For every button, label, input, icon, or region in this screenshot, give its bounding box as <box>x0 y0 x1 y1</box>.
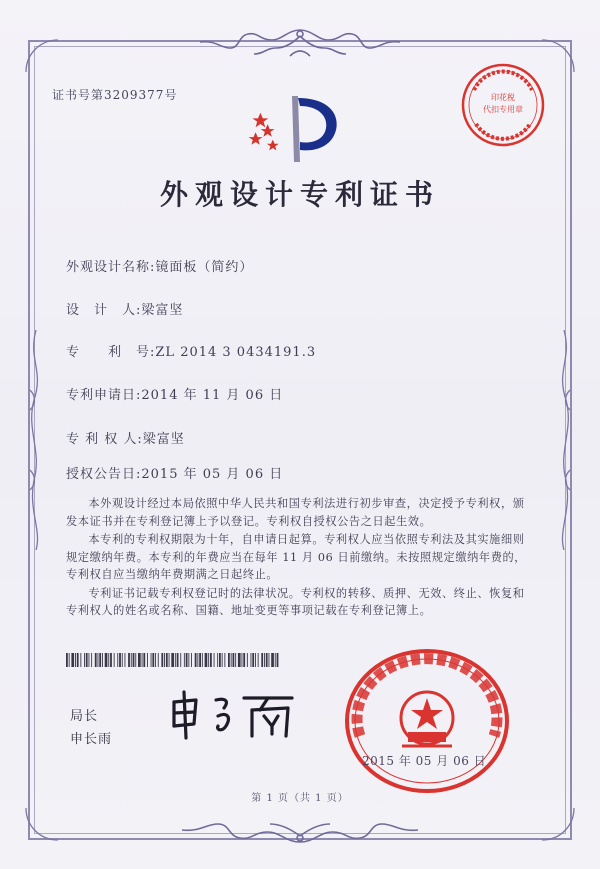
barcode-bar <box>261 653 263 667</box>
barcode-bar <box>122 653 123 667</box>
barcode-bar <box>98 653 99 667</box>
corner-ornament-bottom-right <box>538 804 578 844</box>
field-value: ZL 2014 3 0434191.3 <box>155 345 317 360</box>
barcode-bar <box>128 653 130 667</box>
barcode-bar <box>277 653 279 667</box>
field-value: 梁富坚 <box>141 303 184 318</box>
right-ornament <box>554 330 576 550</box>
field-value: 梁富坚 <box>142 432 185 447</box>
handwritten-signature <box>160 686 300 742</box>
barcode-bar <box>95 653 97 667</box>
barcode-bar <box>210 653 212 667</box>
barcode-bar <box>86 653 88 667</box>
barcode-bar <box>80 653 81 667</box>
corner-ornament-top-left <box>22 36 62 76</box>
field-grant-date <box>66 463 283 482</box>
field-label: 专利申请日: <box>66 388 142 403</box>
barcode-bar <box>114 653 115 667</box>
sipo-official-seal <box>342 646 512 796</box>
svg-text:印花税: 印花税 <box>491 93 515 102</box>
top-ornament <box>190 26 410 62</box>
field-label: 授权公告日: <box>66 467 142 482</box>
barcode-bar <box>169 653 170 667</box>
barcode-bar <box>75 653 76 667</box>
barcode-bar <box>110 653 112 667</box>
barcode-bar <box>171 653 174 667</box>
barcode-icon <box>66 653 282 667</box>
barcode-bar <box>243 653 245 667</box>
barcode-bar <box>152 653 154 667</box>
svg-text:代扣专用章: 代扣专用章 <box>483 105 523 114</box>
page-indicator: 第 1 页（共 1 页） <box>251 793 349 804</box>
barcode-bar <box>89 653 90 667</box>
barcode-bar <box>228 653 230 667</box>
barcode-bar <box>258 653 259 667</box>
left-ornament <box>24 330 46 550</box>
barcode-bar <box>197 653 198 667</box>
barcode-bar <box>202 653 203 667</box>
barcode-bar <box>66 653 68 667</box>
barcode-bar <box>205 653 208 667</box>
tax-seal-stamp <box>460 62 546 148</box>
bottom-ornament <box>170 808 430 848</box>
barcode-bar <box>135 653 136 667</box>
body-paragraph: 本外观设计经过本局依照中华人民共和国专利法进行初步审查，决定授予专利权，颁发本证书并在专利登记簿上予以登记。专利权自授权公告之日起生效。 <box>66 497 525 528</box>
barcode-bar <box>191 653 192 667</box>
barcode-bar <box>138 653 141 667</box>
barcode-bar <box>158 653 159 667</box>
barcode-bar <box>214 653 215 667</box>
barcode-bar <box>175 653 176 667</box>
barcode-bar <box>180 653 181 667</box>
barcode-bar <box>217 653 218 667</box>
barcode-bar <box>269 653 270 667</box>
barcode-bar <box>119 653 121 667</box>
field-designer <box>66 299 183 318</box>
barcode-bar <box>147 653 148 667</box>
barcode-bar <box>125 653 126 667</box>
barcode-bar <box>222 653 223 667</box>
field-label: 设 计 人: <box>66 303 142 318</box>
barcode-bar <box>161 653 163 667</box>
body-paragraph: 本专利的专利权期限为十年，自申请日起算。专利权人应当依照专利法及其实施细则规定缴纳年费。本专利的年费应当在每年 11 月 06 日前缴纳。未按照规定缴纳年费的，专利权自应当缴纳年费期满之日起终止。 <box>66 533 527 581</box>
field-label: 外观设计名称: <box>66 260 156 275</box>
barcode-bar <box>142 653 143 667</box>
barcode-bar <box>108 653 109 667</box>
barcode-bar <box>186 653 188 667</box>
barcode-bar <box>235 653 236 667</box>
barcode-bar <box>151 653 152 667</box>
barcode-bar <box>219 653 221 667</box>
field-patent-number <box>66 341 316 360</box>
barcode-bar <box>166 653 168 667</box>
barcode-bar <box>69 653 70 667</box>
field-application-date <box>66 384 283 403</box>
barcode-bar <box>71 653 74 667</box>
field-label: 专 利 号: <box>66 345 156 360</box>
barcode-bar <box>195 653 197 667</box>
field-patentee <box>66 428 185 447</box>
sipo-logo-icon <box>248 92 348 164</box>
barcode-bar <box>99 653 101 667</box>
barcode-bar <box>275 653 276 667</box>
barcode-bar <box>155 653 156 667</box>
body-text <box>66 495 536 621</box>
field-value: 2014 年 11 月 06 日 <box>141 388 284 403</box>
barcode-bar <box>133 653 135 667</box>
barcode-bar <box>266 653 268 667</box>
barcode-bar <box>164 653 165 667</box>
barcode-bar <box>131 653 132 667</box>
barcode-bar <box>188 653 189 667</box>
certificate-number: 证书号第3209377号 <box>52 88 178 102</box>
barcode-bar <box>143 653 145 667</box>
barcode-bar <box>271 653 274 667</box>
corner-ornament-bottom-left <box>22 804 62 844</box>
barcode-bar <box>102 653 103 667</box>
barcode-bar <box>184 653 185 667</box>
barcode-bar <box>84 653 85 667</box>
barcode-bar <box>77 653 79 667</box>
barcode-bar <box>208 653 209 667</box>
barcode-bar <box>177 653 179 667</box>
field-design-name <box>66 256 253 275</box>
barcode-bar <box>231 653 232 667</box>
body-paragraph: 专利证书记载专利权登记时的法律状况。专利权的转移、质押、无效、终止、恢复和专利权人的姓名或名称、国籍、地址变更等事项记载在专利登记簿上。 <box>66 586 525 617</box>
barcode-bar <box>251 653 252 667</box>
barcode-bar <box>105 653 108 667</box>
seal-grant-date: 2015 年 05 月 06 日 <box>362 754 487 768</box>
field-value: 2015 年 05 月 06 日 <box>141 467 284 482</box>
barcode-bar <box>247 653 248 667</box>
barcode-bar <box>117 653 118 667</box>
barcode-bar <box>199 653 201 667</box>
barcode-bar <box>238 653 241 667</box>
field-label: 专 利 权 人: <box>66 432 143 447</box>
leader-name: 申长雨 <box>70 732 113 747</box>
barcode-bar <box>224 653 225 667</box>
barcode-bar <box>255 653 256 667</box>
field-value: 镜面板（简约） <box>155 260 254 275</box>
barcode-bar <box>242 653 243 667</box>
leader-title: 局长 <box>70 709 99 724</box>
barcode-bar <box>252 653 254 667</box>
barcode-bar <box>91 653 92 667</box>
certificate-title: 外观设计专利证书 <box>159 178 440 211</box>
barcode-bar <box>233 653 235 667</box>
barcode-bar <box>264 653 265 667</box>
